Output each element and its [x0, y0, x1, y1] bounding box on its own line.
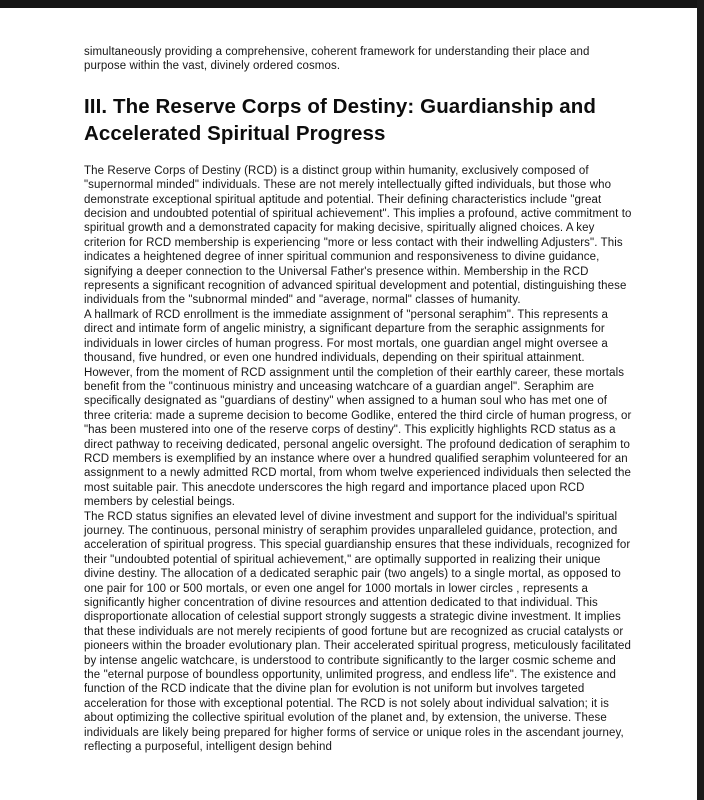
intro-paragraph: simultaneously providing a comprehensive, coherent framework for understanding their place and purpose within the vast, divinely ordered cosmos. — [84, 46, 590, 73]
paragraph-personal-seraphim: A hallmark of RCD enrollment is the immediate assignment of "personal seraphim". This represents a direct and intimate form of angelic ministry, a significant departure from the seraphic assignments for individuals in lower circles of human progress. For most mortals, one guardian angel might oversee a thousand, five hundred, or even one hundred individuals, depending on their spiritual attainment. However, from the moment of RCD assignment until the completion of their earthly career, these mortals benefit from the "continuous ministry and unceasing watchcare of a guardian angel". Seraphim are specifically designated as "guardians of destiny" when assigned to a human soul who has met one of three criteria: made a supreme decision to become Godlike, entered the third circle of human progress, or "has been mustered into one of the reserve corps of destiny". This explicitly highlights RCD status as a direct pathway to receiving dedicated, personal angelic oversight. The profound dedication of seraphim to RCD members is exemplified by an instance where over a hundred qualified seraphim volunteered for an assignment to a newly admitted RCD mortal, from whom twelve experienced individuals then selected the most suitable pair. This anecdote underscores the high regard and importance placed upon RCD members by celestial beings. — [84, 308, 632, 509]
page-edge-top — [0, 0, 704, 8]
document-page — [84, 45, 633, 754]
page-edge-right — [697, 0, 704, 800]
section-heading: III. The Reserve Corps of Destiny: Guardianship and Accelerated Spiritual Progress — [84, 94, 597, 145]
paragraph-rcd-definition: The Reserve Corps of Destiny (RCD) is a distinct group within humanity, exclusively composed of "supernormal minded" individuals. These are not merely intellectually gifted individuals, but those who demonstrate exceptional spiritual aptitude and potential. Their defining characteristics include "great decision and undoubted potential of spiritual achievement". This implies a profound, active commitment to spiritual growth and a demonstrated capacity for making decisive, spiritually aligned choices. A key criterion for RCD membership is experiencing "more or less contact with their indwelling Adjusters". This indicates a heightened degree of inner spiritual communion and responsiveness to divine guidance, signifying a deeper connection to the Universal Father's presence within. Membership in the RCD represents a significant recognition of advanced spiritual development and potential, distinguishing these individuals from the "subnormal minded" and "average, normal" classes of humanity. — [84, 164, 632, 307]
paragraph-divine-investment: The RCD status signifies an elevated level of divine investment and support for the individual's spiritual journey. The continuous, personal ministry of seraphim provides unparalleled guidance, protection, and acceleration of spiritual progress. This special guardianship ensures that these individuals, recognized for their "undoubted potential of spiritual achievement," are optimally supported in realizing their unique divine destiny. The allocation of a dedicated seraphic pair (two angels) to a single mortal, as opposed to one pair for 100 or 500 mortals, or even one angel for 1000 mortals in lower circles , represents a significantly higher concentration of divine resources and attention dedicated to that individual. This disproportionate allocation of celestial support strongly suggests a strategic divine investment. It implies that these individuals are not merely recipients of good fortune but are recognized as crucial catalysts or pioneers within the broader evolutionary plan. Their accelerated spiritual progress, meticulously facilitated by intense angelic watchcare, is understood to contribute significantly to the larger cosmic scheme and the "eternal purpose of boundless opportunity, unlimited progress, and endless life". The existence and function of the RCD indicate that the divine plan for evolution is not uniform but involves targeted acceleration for those with exceptional potential. The RCD is not solely about individual salvation; it is about optimizing the collective spiritual evolution of the planet and, by extension, the universe. These individuals are likely being prepared for higher forms of service or unique roles in the ascendant journey, reflecting a purposeful, intelligent design behind — [84, 510, 631, 754]
